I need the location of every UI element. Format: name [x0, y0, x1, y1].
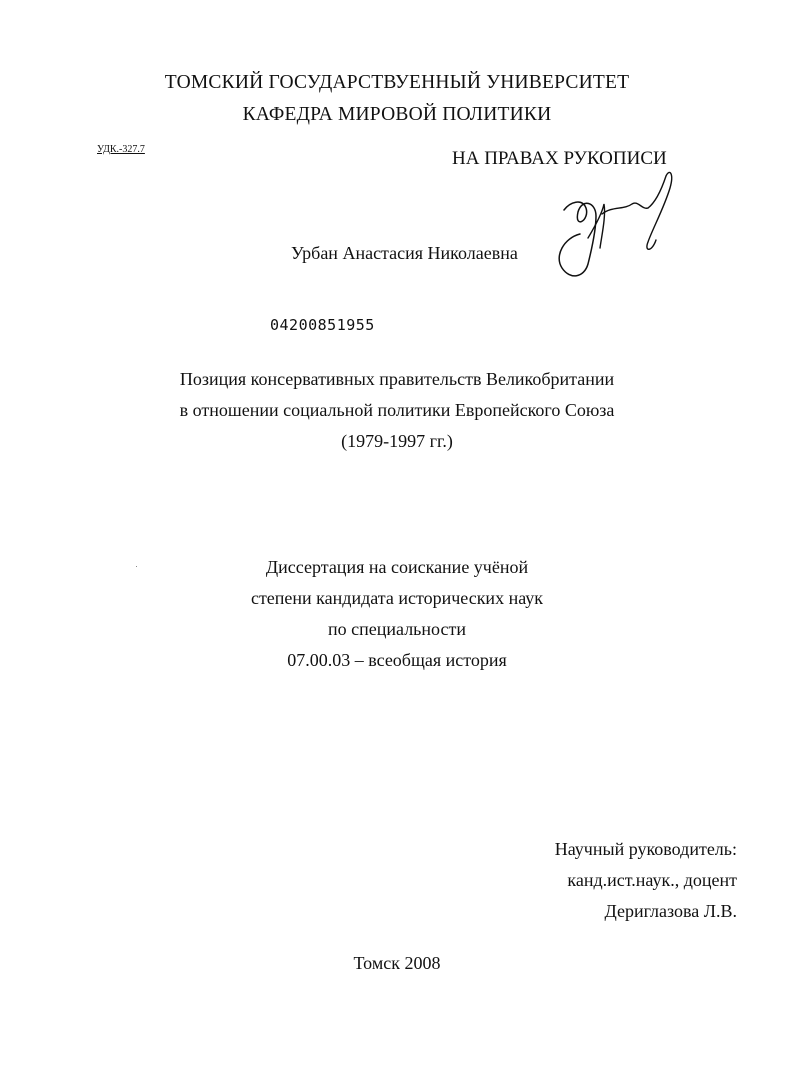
manuscript-notice: НА ПРАВАХ РУКОПИСИ — [452, 148, 667, 169]
supervisor-title: канд.ист.наук., доцент — [567, 870, 737, 890]
degree-line-2: степени кандидата исторических наук — [250, 588, 544, 608]
degree-line-1: Диссертация на соискание учёной — [265, 557, 529, 577]
udk-code: УДК.-327.7 — [97, 144, 145, 155]
place-and-year: Томск 2008 — [353, 953, 441, 973]
degree-line-4: 07.00.03 – всеобщая история — [287, 650, 507, 670]
catalog-number: 04200851955 — [270, 316, 375, 334]
supervisor-name: Дериглазова Л.В. — [604, 901, 737, 921]
thesis-title-line-1: Позиция консервативных правительств Великобритании — [179, 369, 615, 389]
department-name: КАФЕДРА МИРОВОЙ ПОЛИТИКИ — [242, 104, 552, 125]
author-signature — [552, 168, 682, 286]
supervisor-label: Научный руководитель: — [554, 839, 737, 859]
degree-line-3: по специальности — [328, 619, 466, 639]
thesis-title-line-2: в отношении социальной политики Европейского Союза — [179, 400, 615, 420]
university-name: ТОМСКИЙ ГОСУДАРСТВУЕННЫЙ УНИВЕРСИТЕТ — [164, 72, 630, 93]
thesis-title-line-3: (1979-1997 гг.) — [341, 431, 453, 451]
author-name: Урбан Анастасия Николаевна — [291, 243, 518, 263]
